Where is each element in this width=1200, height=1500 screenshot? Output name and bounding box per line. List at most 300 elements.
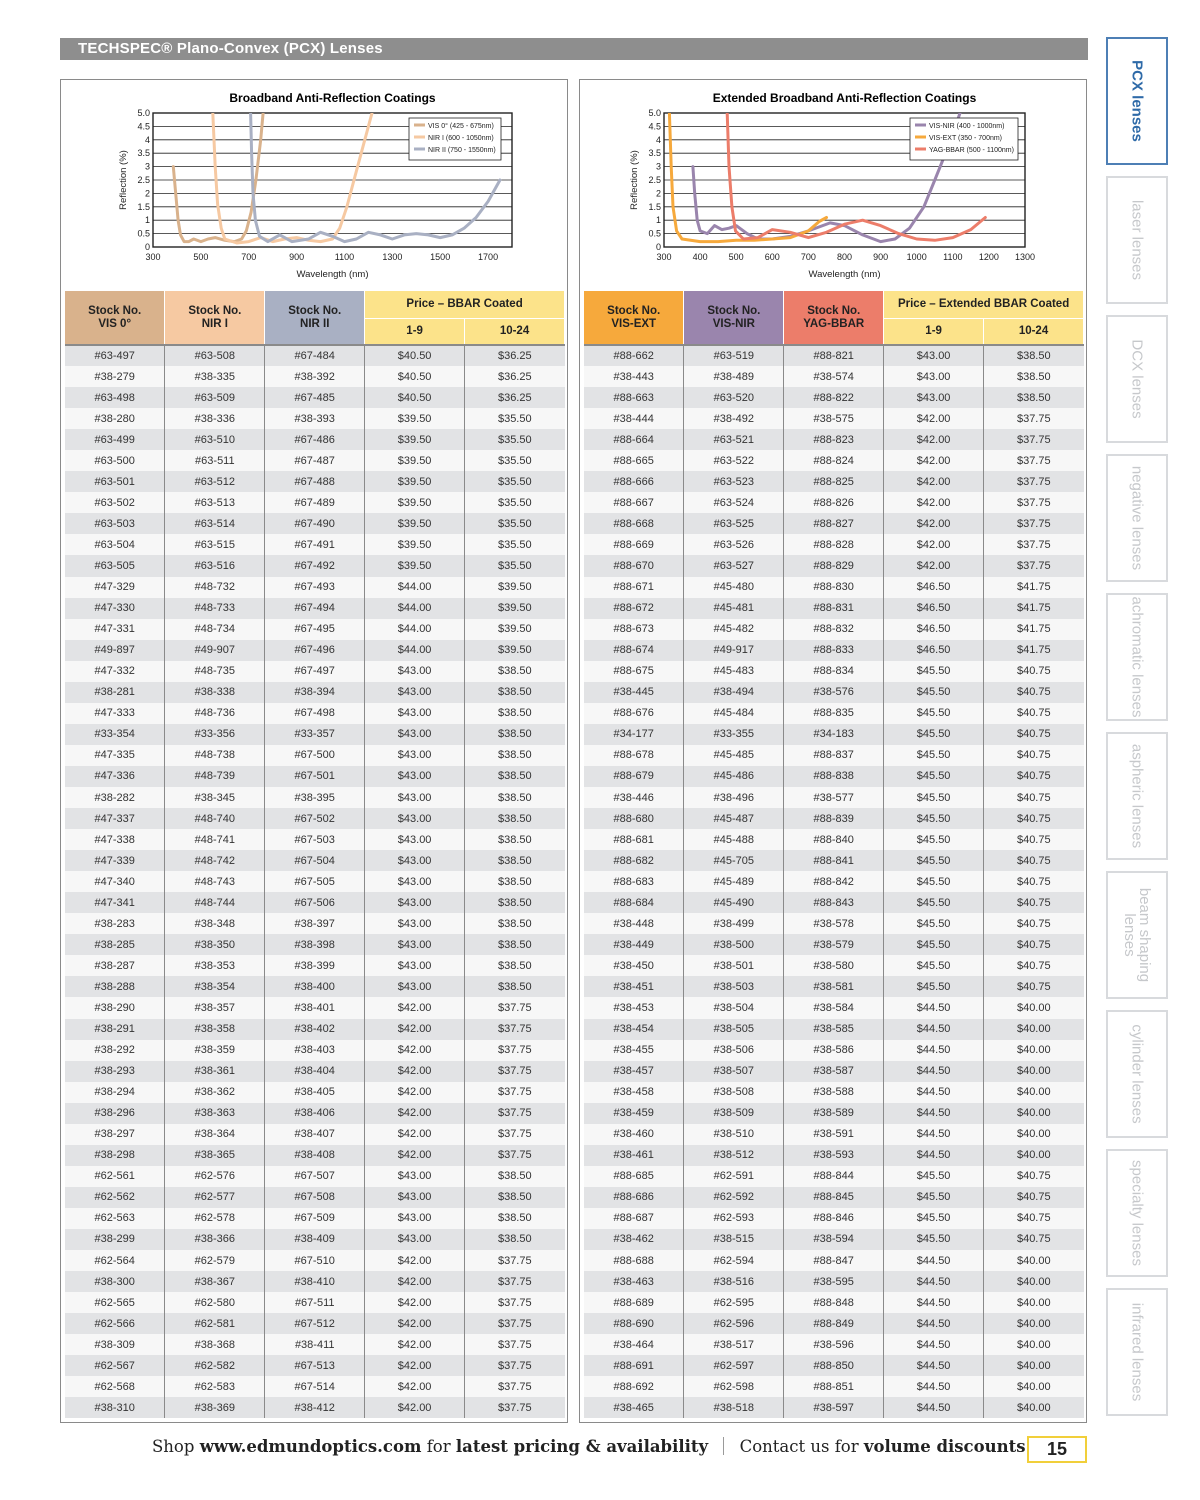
price-1-9-cell: $43.00 xyxy=(365,787,465,808)
price-1-9-cell: $44.00 xyxy=(365,619,465,640)
stock-no-3-cell: #38-577 xyxy=(784,787,884,808)
tab-aspheric-lenses[interactable] xyxy=(1106,732,1168,860)
legend-label: YAG-BBAR (500 - 1100nm) xyxy=(929,147,1014,154)
stock-no-3-cell: #38-575 xyxy=(784,408,884,429)
price-1-9-cell: $43.00 xyxy=(365,724,465,745)
table-row xyxy=(584,1019,1084,1040)
stock-no-1-cell: #88-673 xyxy=(584,619,684,640)
tab-infrared-lenses[interactable] xyxy=(1106,1288,1168,1416)
chart-title: Extended Broadband Anti-Reflection Coatings xyxy=(712,91,977,105)
stock-no-1-cell: #47-335 xyxy=(65,745,165,766)
stock-no-2-cell: #62-583 xyxy=(165,1376,265,1397)
col-header-nir1 xyxy=(165,291,265,345)
stock-no-2-cell: #45-490 xyxy=(684,892,784,913)
col-header-line: VIS-EXT xyxy=(611,317,657,330)
price-10-24-cell: $37.75 xyxy=(465,1313,565,1334)
price-1-9-cell: $42.00 xyxy=(365,1103,465,1124)
price-10-24-cell: $40.75 xyxy=(984,745,1084,766)
col-header-line: Stock No. xyxy=(88,304,142,317)
x-tick-label: 300 xyxy=(656,252,672,262)
stock-no-2-cell: #49-907 xyxy=(165,640,265,661)
stock-no-3-cell: #38-392 xyxy=(265,366,365,387)
stock-no-3-cell: #88-834 xyxy=(784,661,884,682)
stock-no-2-cell: #38-499 xyxy=(684,913,784,934)
price-1-9-cell: $42.00 xyxy=(884,513,984,534)
tab-pcx-lenses[interactable] xyxy=(1106,37,1168,165)
legend-label: NIR I (600 - 1050nm) xyxy=(428,135,494,142)
stock-no-2-cell: #38-338 xyxy=(165,682,265,703)
price-1-9-cell: $43.00 xyxy=(365,766,465,787)
x-tick-label: 900 xyxy=(873,252,889,262)
tab-label: negative lenses xyxy=(1128,465,1146,571)
stock-no-1-cell: #88-679 xyxy=(584,766,684,787)
stock-no-3-cell: #38-586 xyxy=(784,1040,884,1061)
stock-no-1-cell: #88-682 xyxy=(584,850,684,871)
stock-no-3-cell: #67-484 xyxy=(265,345,365,366)
table-row xyxy=(584,955,1084,976)
y-tick-label: 2 xyxy=(144,188,150,199)
stock-no-2-cell: #38-508 xyxy=(684,1082,784,1103)
x-tick-label: 700 xyxy=(241,252,257,262)
stock-no-3-cell: #67-512 xyxy=(265,1313,365,1334)
stock-no-3-cell: #67-510 xyxy=(265,1250,365,1271)
stock-no-3-cell: #38-580 xyxy=(784,955,884,976)
price-1-9-cell: $42.00 xyxy=(884,555,984,576)
stock-no-3-cell: #88-843 xyxy=(784,892,884,913)
stock-no-3-cell: #67-508 xyxy=(265,1187,365,1208)
price-1-9-cell: $42.00 xyxy=(365,997,465,1018)
stock-no-1-cell: #38-455 xyxy=(584,1040,684,1061)
footer-discounts: volume discounts xyxy=(863,1437,1026,1456)
stock-no-1-cell: #63-504 xyxy=(65,534,165,555)
price-10-24-cell: $40.75 xyxy=(984,661,1084,682)
stock-no-2-cell: #62-580 xyxy=(165,1292,265,1313)
stock-no-2-cell: #63-511 xyxy=(165,450,265,471)
price-10-24-cell: $40.75 xyxy=(984,766,1084,787)
table-row xyxy=(584,892,1084,913)
stock-no-3-cell: #38-407 xyxy=(265,1124,365,1145)
extended-bbar-chart xyxy=(580,80,1086,290)
stock-no-2-cell: #38-359 xyxy=(165,1040,265,1061)
price-10-24-cell: $38.50 xyxy=(465,703,565,724)
stock-no-1-cell: #38-294 xyxy=(65,1082,165,1103)
stock-no-2-cell: #48-744 xyxy=(165,892,265,913)
stock-no-3-cell: #38-585 xyxy=(784,1019,884,1040)
footer-divider xyxy=(723,1437,724,1455)
price-10-24-cell: $40.00 xyxy=(984,1124,1084,1145)
stock-no-1-cell: #88-681 xyxy=(584,829,684,850)
stock-no-1-cell: #38-298 xyxy=(65,1145,165,1166)
table-row xyxy=(584,1166,1084,1187)
stock-no-2-cell: #45-705 xyxy=(684,850,784,871)
stock-no-3-cell: #38-399 xyxy=(265,955,365,976)
price-1-9-cell: $46.50 xyxy=(884,577,984,598)
footer-pricing: latest pricing & availability xyxy=(455,1437,709,1456)
stock-no-1-cell: #63-503 xyxy=(65,513,165,534)
price-1-9-cell: $43.00 xyxy=(365,829,465,850)
stock-no-1-cell: #38-291 xyxy=(65,1019,165,1040)
y-tick-label: 4.5 xyxy=(648,121,661,132)
price-1-9-cell: $43.00 xyxy=(365,661,465,682)
tab-dcx-lenses[interactable] xyxy=(1106,315,1168,443)
x-tick-label: 300 xyxy=(145,252,161,262)
stock-no-3-cell: #88-849 xyxy=(784,1313,884,1334)
stock-no-3-cell: #88-837 xyxy=(784,745,884,766)
table-row xyxy=(65,808,565,829)
price-1-9-cell: $46.50 xyxy=(884,598,984,619)
col-header-line: VIS 0° xyxy=(98,317,132,330)
stock-no-2-cell: #63-521 xyxy=(684,429,784,450)
stock-no-1-cell: #47-331 xyxy=(65,619,165,640)
price-10-24-cell: $37.75 xyxy=(984,471,1084,492)
price-10-24-cell: $40.75 xyxy=(984,976,1084,997)
tab-negative-lenses[interactable] xyxy=(1106,454,1168,582)
stock-no-2-cell: #38-348 xyxy=(165,913,265,934)
table-row xyxy=(65,429,565,450)
stock-no-1-cell: #88-675 xyxy=(584,661,684,682)
stock-no-3-cell: #38-397 xyxy=(265,913,365,934)
price-10-24-cell: $37.75 xyxy=(465,1145,565,1166)
stock-no-2-cell: #63-524 xyxy=(684,492,784,513)
footer-contact: Contact us for xyxy=(739,1437,859,1456)
stock-no-3-cell: #38-584 xyxy=(784,997,884,1018)
stock-no-2-cell: #38-489 xyxy=(684,366,784,387)
table-row xyxy=(65,1187,565,1208)
stock-no-1-cell: #62-562 xyxy=(65,1187,165,1208)
stock-no-3-cell: #88-822 xyxy=(784,387,884,408)
price-10-24-cell: $38.50 xyxy=(465,1229,565,1250)
stock-no-3-cell: #67-485 xyxy=(265,387,365,408)
stock-no-2-cell: #48-741 xyxy=(165,829,265,850)
stock-no-1-cell: #47-339 xyxy=(65,850,165,871)
price-1-9-cell: $43.00 xyxy=(365,913,465,934)
stock-no-1-cell: #38-283 xyxy=(65,913,165,934)
col-header-vis-ext xyxy=(584,291,684,345)
price-1-9-cell: $44.50 xyxy=(884,1019,984,1040)
stock-no-2-cell: #38-496 xyxy=(684,787,784,808)
stock-no-3-cell: #38-409 xyxy=(265,1229,365,1250)
table-row xyxy=(65,513,565,534)
stock-no-3-cell: #38-406 xyxy=(265,1103,365,1124)
stock-no-1-cell: #38-463 xyxy=(584,1271,684,1292)
x-tick-label: 500 xyxy=(728,252,744,262)
stock-no-2-cell: #38-369 xyxy=(165,1397,265,1418)
stock-no-2-cell: #38-368 xyxy=(165,1334,265,1355)
price-1-9-cell: $45.50 xyxy=(884,976,984,997)
stock-no-2-cell: #45-487 xyxy=(684,808,784,829)
stock-no-2-cell: #45-484 xyxy=(684,703,784,724)
table-row xyxy=(584,913,1084,934)
stock-no-1-cell: #38-444 xyxy=(584,408,684,429)
stock-no-3-cell: #67-488 xyxy=(265,471,365,492)
stock-no-1-cell: #47-341 xyxy=(65,892,165,913)
price-1-9-cell: $42.00 xyxy=(884,471,984,492)
stock-no-1-cell: #88-690 xyxy=(584,1313,684,1334)
price-10-24-cell: $37.75 xyxy=(465,1124,565,1145)
stock-no-3-cell: #88-825 xyxy=(784,471,884,492)
stock-no-2-cell: #49-917 xyxy=(684,640,784,661)
stock-no-1-cell: #38-300 xyxy=(65,1271,165,1292)
price-10-24-cell: $40.00 xyxy=(984,1145,1084,1166)
table-row xyxy=(65,1229,565,1250)
stock-no-3-cell: #67-511 xyxy=(265,1292,365,1313)
stock-no-3-cell: #88-828 xyxy=(784,534,884,555)
price-1-9-cell: $45.50 xyxy=(884,829,984,850)
table-row xyxy=(584,1103,1084,1124)
table-row xyxy=(65,913,565,934)
table-row xyxy=(65,787,565,808)
stock-no-1-cell: #88-671 xyxy=(584,577,684,598)
table-row xyxy=(65,1334,565,1355)
stock-no-1-cell: #38-450 xyxy=(584,955,684,976)
y-tick-label: 1 xyxy=(655,215,661,226)
stock-no-3-cell: #88-841 xyxy=(784,850,884,871)
tab-label: infrared lenses xyxy=(1128,1302,1146,1402)
x-tick-label: 700 xyxy=(800,252,816,262)
footer-url-link[interactable]: www.edmundoptics.com xyxy=(199,1437,422,1456)
price-1-9-cell: $43.00 xyxy=(365,955,465,976)
stock-no-1-cell: #88-683 xyxy=(584,871,684,892)
stock-no-2-cell: #38-367 xyxy=(165,1271,265,1292)
price-10-24-cell: $37.75 xyxy=(465,1376,565,1397)
col-header-line: VIS-NIR xyxy=(712,317,755,330)
tab-label: DCX lenses xyxy=(1128,339,1146,419)
tab-laser-lenses[interactable] xyxy=(1106,176,1168,304)
bbar-chart xyxy=(61,80,567,290)
stock-no-2-cell: #38-362 xyxy=(165,1082,265,1103)
stock-no-3-cell: #38-593 xyxy=(784,1145,884,1166)
stock-no-1-cell: #88-676 xyxy=(584,703,684,724)
stock-no-2-cell: #38-364 xyxy=(165,1124,265,1145)
price-1-9-cell: $43.00 xyxy=(365,1229,465,1250)
price-1-9-cell: $40.50 xyxy=(365,366,465,387)
price-1-9-cell: $43.00 xyxy=(365,934,465,955)
stock-no-3-cell: #88-845 xyxy=(784,1187,884,1208)
table-row xyxy=(584,1355,1084,1376)
stock-no-1-cell: #63-498 xyxy=(65,387,165,408)
stock-no-3-cell: #67-509 xyxy=(265,1208,365,1229)
price-10-24-cell: $40.75 xyxy=(984,682,1084,703)
stock-no-1-cell: #63-500 xyxy=(65,450,165,471)
extended-bbar-table xyxy=(584,291,1084,1418)
price-10-24-cell: $35.50 xyxy=(465,429,565,450)
stock-no-3-cell: #38-576 xyxy=(784,682,884,703)
price-1-9-cell: $43.00 xyxy=(365,976,465,997)
table-row xyxy=(65,1397,565,1418)
stock-no-2-cell: #38-357 xyxy=(165,997,265,1018)
price-10-24-cell: $38.50 xyxy=(984,387,1084,408)
stock-no-3-cell: #67-487 xyxy=(265,450,365,471)
col-header-qty-1-9: 1-9 xyxy=(365,318,465,345)
section-title: TECHSPEC® Plano-Convex (PCX) Lenses xyxy=(78,40,383,57)
table-row xyxy=(584,934,1084,955)
stock-no-2-cell: #45-481 xyxy=(684,598,784,619)
table-row xyxy=(65,1250,565,1271)
table-row xyxy=(584,661,1084,682)
stock-no-3-cell: #38-596 xyxy=(784,1334,884,1355)
stock-no-1-cell: #88-665 xyxy=(584,450,684,471)
stock-no-3-cell: #38-393 xyxy=(265,408,365,429)
stock-no-3-cell: #67-497 xyxy=(265,661,365,682)
stock-no-3-cell: #67-498 xyxy=(265,703,365,724)
price-1-9-cell: $44.50 xyxy=(884,1313,984,1334)
stock-no-2-cell: #48-739 xyxy=(165,766,265,787)
price-1-9-cell: $46.50 xyxy=(884,619,984,640)
stock-no-2-cell: #38-336 xyxy=(165,408,265,429)
price-1-9-cell: $44.50 xyxy=(884,1145,984,1166)
legend-label: VIS-NIR (400 - 1000nm) xyxy=(929,123,1005,130)
col-header-nir2 xyxy=(265,291,365,345)
stock-no-1-cell: #38-451 xyxy=(584,976,684,997)
stock-no-1-cell: #62-568 xyxy=(65,1376,165,1397)
tab-beam-shaping-lenses[interactable] xyxy=(1106,871,1168,999)
table-row xyxy=(584,1061,1084,1082)
price-10-24-cell: $37.75 xyxy=(465,1082,565,1103)
price-10-24-cell: $40.75 xyxy=(984,787,1084,808)
stock-no-2-cell: #63-522 xyxy=(684,450,784,471)
stock-no-3-cell: #67-496 xyxy=(265,640,365,661)
col-header-line: NIR I xyxy=(201,317,228,330)
stock-no-3-cell: #88-830 xyxy=(784,577,884,598)
stock-no-3-cell: #67-490 xyxy=(265,513,365,534)
table-row xyxy=(65,450,565,471)
table-row xyxy=(584,1292,1084,1313)
tab-label: achromatic lenses xyxy=(1128,596,1146,718)
x-tick-label: 1700 xyxy=(478,252,499,262)
stock-no-3-cell: #88-851 xyxy=(784,1376,884,1397)
stock-no-3-cell: #88-842 xyxy=(784,871,884,892)
stock-no-2-cell: #45-483 xyxy=(684,661,784,682)
price-10-24-cell: $38.50 xyxy=(465,808,565,829)
price-10-24-cell: $40.00 xyxy=(984,1334,1084,1355)
price-10-24-cell: $40.75 xyxy=(984,1208,1084,1229)
stock-no-1-cell: #38-280 xyxy=(65,408,165,429)
table-row xyxy=(584,534,1084,555)
price-1-9-cell: $43.00 xyxy=(884,366,984,387)
table-row xyxy=(65,577,565,598)
price-1-9-cell: $44.50 xyxy=(884,1124,984,1145)
stock-no-3-cell: #88-838 xyxy=(784,766,884,787)
table-row xyxy=(584,745,1084,766)
price-1-9-cell: $45.50 xyxy=(884,850,984,871)
table-row xyxy=(65,997,565,1018)
table-row xyxy=(584,408,1084,429)
stock-no-3-cell: #88-824 xyxy=(784,450,884,471)
stock-no-2-cell: #48-734 xyxy=(165,619,265,640)
tab-achromatic-lenses[interactable] xyxy=(1106,593,1168,721)
stock-no-3-cell: #38-412 xyxy=(265,1397,365,1418)
extended-bbar-panel xyxy=(579,79,1087,1423)
stock-no-2-cell: #45-486 xyxy=(684,766,784,787)
price-1-9-cell: $45.50 xyxy=(884,1229,984,1250)
table-row xyxy=(584,1376,1084,1397)
price-10-24-cell: $40.00 xyxy=(984,1271,1084,1292)
stock-no-1-cell: #88-663 xyxy=(584,387,684,408)
stock-no-1-cell: #88-687 xyxy=(584,1208,684,1229)
stock-no-3-cell: #38-394 xyxy=(265,682,365,703)
stock-no-3-cell: #38-398 xyxy=(265,934,365,955)
stock-no-1-cell: #38-288 xyxy=(65,976,165,997)
stock-no-3-cell: #38-589 xyxy=(784,1103,884,1124)
price-1-9-cell: $43.00 xyxy=(884,387,984,408)
price-1-9-cell: $44.00 xyxy=(365,577,465,598)
tab-label: beam shaping lenses xyxy=(1121,887,1153,983)
price-1-9-cell: $43.00 xyxy=(365,1166,465,1187)
stock-no-3-cell: #34-183 xyxy=(784,724,884,745)
stock-no-1-cell: #38-287 xyxy=(65,955,165,976)
x-axis-label: Wavelength (nm) xyxy=(808,269,881,280)
price-10-24-cell: $38.50 xyxy=(465,1187,565,1208)
tab-cylinder-lenses[interactable] xyxy=(1106,1010,1168,1138)
stock-no-2-cell: #45-480 xyxy=(684,577,784,598)
price-1-9-cell: $39.50 xyxy=(365,555,465,576)
stock-no-1-cell: #63-497 xyxy=(65,345,165,366)
stock-no-3-cell: #38-404 xyxy=(265,1061,365,1082)
table-row xyxy=(65,640,565,661)
price-10-24-cell: $37.75 xyxy=(984,534,1084,555)
table-row xyxy=(584,787,1084,808)
price-10-24-cell: $39.50 xyxy=(465,619,565,640)
table-row xyxy=(65,1040,565,1061)
table-row xyxy=(584,1082,1084,1103)
price-1-9-cell: $44.50 xyxy=(884,1103,984,1124)
y-tick-label: 4 xyxy=(144,134,150,145)
y-tick-label: 2 xyxy=(655,188,661,199)
stock-no-1-cell: #62-563 xyxy=(65,1208,165,1229)
tab-label: PCX lenses xyxy=(1128,60,1146,142)
price-1-9-cell: $43.00 xyxy=(365,892,465,913)
y-tick-label: 4 xyxy=(655,134,661,145)
stock-no-3-cell: #67-493 xyxy=(265,577,365,598)
stock-no-3-cell: #67-507 xyxy=(265,1166,365,1187)
price-10-24-cell: $38.50 xyxy=(465,1208,565,1229)
x-tick-label: 1100 xyxy=(943,252,963,262)
stock-no-1-cell: #88-666 xyxy=(584,471,684,492)
price-1-9-cell: $46.50 xyxy=(884,640,984,661)
col-header-line: Stock No. xyxy=(707,304,761,317)
footer-for: for xyxy=(426,1437,451,1456)
stock-no-1-cell: #47-340 xyxy=(65,871,165,892)
stock-no-2-cell: #38-500 xyxy=(684,934,784,955)
stock-no-3-cell: #38-401 xyxy=(265,997,365,1018)
table-row xyxy=(584,808,1084,829)
table-row xyxy=(65,366,565,387)
price-1-9-cell: $45.50 xyxy=(884,913,984,934)
table-row xyxy=(65,387,565,408)
stock-no-2-cell: #62-591 xyxy=(684,1166,784,1187)
tab-specialty-lenses[interactable] xyxy=(1106,1149,1168,1277)
price-1-9-cell: $43.00 xyxy=(365,703,465,724)
table-row xyxy=(65,1019,565,1040)
price-1-9-cell: $42.00 xyxy=(365,1292,465,1313)
stock-no-3-cell: #88-821 xyxy=(784,345,884,366)
x-tick-label: 800 xyxy=(836,252,853,262)
table-row xyxy=(65,1292,565,1313)
stock-no-3-cell: #88-846 xyxy=(784,1208,884,1229)
stock-no-3-cell: #38-410 xyxy=(265,1271,365,1292)
price-1-9-cell: $42.00 xyxy=(365,1124,465,1145)
price-1-9-cell: $45.50 xyxy=(884,703,984,724)
col-header-price: Price – BBAR Coated xyxy=(365,291,565,318)
stock-no-1-cell: #38-296 xyxy=(65,1103,165,1124)
y-tick-label: 0.5 xyxy=(137,228,150,239)
price-1-9-cell: $42.00 xyxy=(365,1313,465,1334)
stock-no-2-cell: #63-510 xyxy=(165,429,265,450)
price-10-24-cell: $39.50 xyxy=(465,598,565,619)
table-row xyxy=(65,1061,565,1082)
stock-no-1-cell: #38-454 xyxy=(584,1019,684,1040)
stock-no-2-cell: #38-345 xyxy=(165,787,265,808)
